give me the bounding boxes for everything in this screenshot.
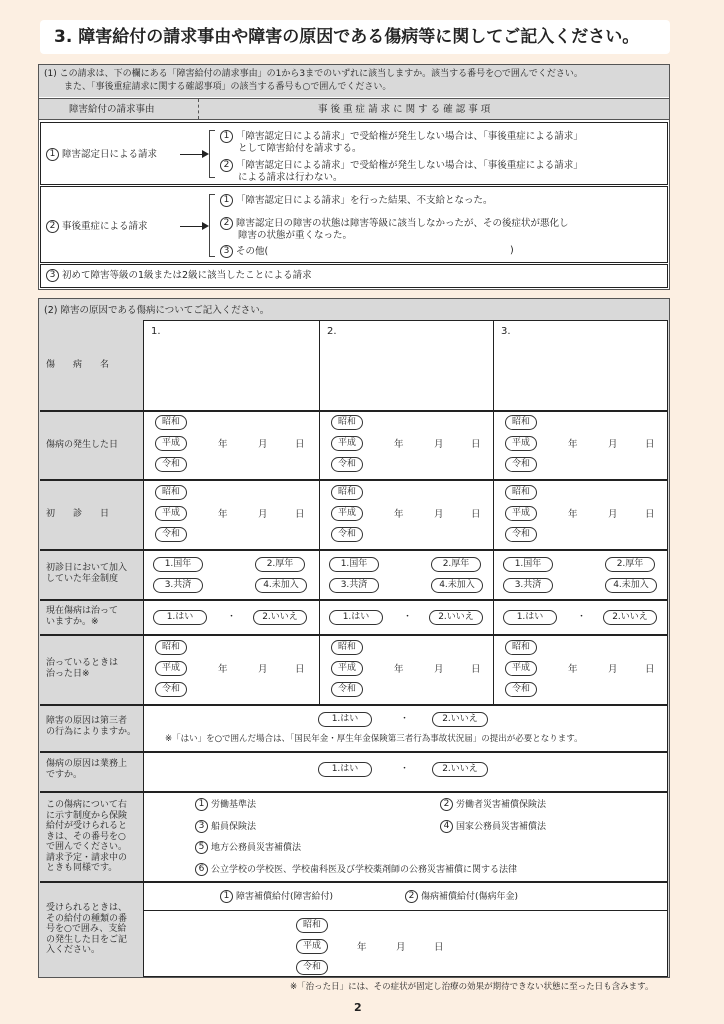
onset-date-3-ymd-2: 日 (645, 439, 655, 450)
pension-opt-kokunen-2[interactable]: 1.国年 (329, 557, 379, 572)
first-visit-3-era-1[interactable]: 平成 (505, 506, 537, 521)
col-number: 3. (501, 326, 511, 337)
row-divider (40, 599, 668, 601)
label-cured: いますか。※ (46, 616, 99, 627)
cured-date-2-era-2[interactable]: 令和 (331, 682, 363, 697)
benefit-system-number[interactable]: 4 (440, 820, 453, 833)
label-work-related: ですか。 (46, 769, 83, 780)
cured-date-1-ymd-2: 日 (295, 664, 305, 675)
cured-date-3-ymd-1: 月 (608, 664, 618, 675)
reason-1-option-1[interactable]: 1 「障害認定日による請求」で受給権が発生しない場合は、「事後重症による請求」 (220, 130, 583, 143)
benefit-system-2[interactable]: 2 労働者災害補償保険法 (440, 798, 546, 811)
work-related-yes[interactable]: 1.はい (318, 762, 372, 777)
row-divider (40, 549, 668, 551)
label-cured-date: 治った日※ (46, 668, 90, 679)
reason-3-label[interactable]: 3 初めて障害等級の1級または2級に該当したことによる請求 (46, 269, 312, 282)
onset-date-1-ymd-1: 月 (258, 439, 268, 450)
pension-opt-kounen-3[interactable]: 2.厚年 (605, 557, 655, 572)
onset-date-2-ymd-1: 月 (434, 439, 444, 450)
label-receiving-benefit: 入ください。 (46, 945, 101, 955)
pension-opt-kyosai-2[interactable]: 3.共済 (329, 578, 379, 593)
first-visit-1-ymd-0: 年 (218, 509, 228, 520)
benefit-system-3[interactable]: 3 船員保険法 (195, 820, 256, 833)
cured-date-1-era-0[interactable]: 昭和 (155, 640, 187, 655)
reason-1-option-2-cont: による請求は行わない。 (238, 172, 343, 183)
pension-opt-kokunen-1[interactable]: 1.国年 (153, 557, 203, 572)
cured-yes-2[interactable]: 1.はい (329, 610, 383, 625)
cured-date-3-ymd-2: 日 (645, 664, 655, 675)
onset-date-1-era-0[interactable]: 昭和 (155, 415, 187, 430)
benefit-type-number[interactable]: 2 (405, 890, 418, 903)
cured-no-1[interactable]: 2.いいえ (253, 610, 307, 625)
reason-2-option-2-cont: 障害の状態が重くなった。 (238, 230, 353, 241)
reason-1-label[interactable]: 1 障害認定日による請求 (46, 148, 157, 161)
footnote: ※「治った日」には、その症状が固定し治療の効果が期待できない状態に至った日も含みます。 (290, 982, 654, 992)
col-number: 1. (151, 326, 161, 337)
first-visit-2-era-1[interactable]: 平成 (331, 506, 363, 521)
cured-no-3[interactable]: 2.いいえ (603, 610, 657, 625)
section1-question-line1: (1) この請求は、下の欄にある「障害給付の請求事由」の1から3までのいずれに該当しますか。該当する番号を○で囲んでください。 (44, 69, 583, 79)
first-visit-3-ymd-2: 日 (645, 509, 655, 520)
first-visit-3-ymd-1: 月 (608, 509, 618, 520)
label-benefit-systems: ときも同様です。 (46, 863, 118, 873)
label-benefit-systems: 給付が受けられると (46, 821, 128, 831)
first-visit-2-ymd-1: 月 (434, 509, 444, 520)
label-receiving-benefit: の発生した日をご記 (46, 934, 128, 945)
onset-date-3-era-1[interactable]: 平成 (505, 436, 537, 451)
benefit-system-number[interactable]: 1 (195, 798, 208, 811)
col-divider (493, 320, 494, 704)
onset-date-3-era-2[interactable]: 令和 (505, 457, 537, 472)
cured-yes-1[interactable]: 1.はい (153, 610, 207, 625)
reason-2-option-1[interactable]: 1 「障害認定日による請求」を行った結果、不支給となった。 (220, 194, 493, 207)
benefit-system-5[interactable]: 5 地方公務員災害補償法 (195, 841, 301, 854)
row-divider (40, 751, 668, 753)
arrow-icon-head (202, 150, 209, 158)
benefit-system-number[interactable]: 2 (440, 798, 453, 811)
label-cured-date: 治っているときは (46, 658, 119, 668)
cured-date-3-ymd-0: 年 (568, 664, 578, 675)
pension-opt-kokunen-3[interactable]: 1.国年 (503, 557, 553, 572)
onset-date-2-era-0[interactable]: 昭和 (331, 415, 363, 430)
pension-opt-kyosai-1[interactable]: 3.共済 (153, 578, 203, 593)
row-divider (143, 910, 668, 911)
first-visit-2-ymd-2: 日 (471, 509, 481, 520)
reason-1-bracket (209, 130, 215, 178)
work-related-no[interactable]: 2.いいえ (432, 762, 488, 777)
label-work-related: 傷病の原因は業務上 (46, 759, 128, 769)
onset-date-1-ymd-2: 日 (295, 439, 305, 450)
pension-opt-none-3[interactable]: 4.未加入 (605, 578, 657, 593)
row-divider (40, 634, 668, 636)
arrow-icon-head (202, 222, 209, 230)
label-receiving-benefit: 号を○で囲み、支給 (46, 924, 127, 934)
header-confirm-items: 事 後 重 症 請 求 に 関 す る 確 認 事 項 (318, 104, 491, 115)
label-benefit-systems: きは、その番号を○ (46, 831, 126, 842)
benefit-type-2[interactable]: 2 傷病補償給付(傷病年金) (405, 890, 518, 903)
header-divider (198, 99, 199, 119)
label-third-party: の行為によりますか。 (46, 726, 137, 737)
label-benefit-systems: この傷病について右 (46, 800, 127, 810)
page-number: 2 (354, 1001, 362, 1014)
third-party-note: ※「はい」を○で囲んだ場合は、「国民年金・厚生年金保険第三者行為事故状況届」の提出が必要となります。 (165, 734, 583, 744)
cured-date-1-ymd-0: 年 (218, 664, 228, 675)
label-first-visit: 初 診 日 (46, 509, 110, 519)
benefit-system-1[interactable]: 1 労働基準法 (195, 798, 256, 811)
pension-opt-none-1[interactable]: 4.未加入 (255, 578, 307, 593)
benefit-date-ymd-1: 月 (396, 942, 406, 953)
cured-date-3-era-1[interactable]: 平成 (505, 661, 537, 676)
onset-date-2-ymd-2: 日 (471, 439, 481, 450)
label-receiving-benefit: その給付の種類の番 (46, 913, 128, 924)
onset-date-1-era-2[interactable]: 令和 (155, 457, 187, 472)
benefit-date-era-0[interactable]: 昭和 (296, 918, 328, 933)
cured-date-1-ymd-1: 月 (258, 664, 268, 675)
label-third-party: 障害の原因は第三者 (46, 716, 128, 726)
section1-question-line2: また、「事後重症請求に関する確認事項」の該当する番号も○で囲んでください。 (64, 82, 392, 92)
reason-2-bracket (209, 194, 215, 257)
dot: ・ (403, 612, 413, 622)
cured-date-2-era-1[interactable]: 平成 (331, 661, 363, 676)
cured-date-2-era-0[interactable]: 昭和 (331, 640, 363, 655)
label-benefit-systems: 請求予定・請求中の (46, 852, 128, 863)
label-benefit-systems: で囲んでください。 (46, 842, 128, 852)
dot: ・ (577, 612, 587, 622)
label-benefit-systems: に示す制度から保険 (46, 810, 128, 821)
first-visit-3-ymd-0: 年 (568, 509, 578, 520)
first-visit-3-era-2[interactable]: 令和 (505, 527, 537, 542)
cured-date-1-era-1[interactable]: 平成 (155, 661, 187, 676)
reason-2-number[interactable]: 2 (46, 220, 59, 233)
onset-date-3-ymd-0: 年 (568, 439, 578, 450)
header-claim-reason: 障害給付の請求事由 (69, 104, 155, 115)
label-pension-system: していた年金制度 (46, 573, 119, 584)
onset-date-3-ymd-1: 月 (608, 439, 618, 450)
cured-date-3-era-2[interactable]: 令和 (505, 682, 537, 697)
reason-2-label[interactable]: 2 事後重症による請求 (46, 220, 148, 233)
first-visit-1-era-2[interactable]: 令和 (155, 527, 187, 542)
first-visit-1-ymd-1: 月 (258, 509, 268, 520)
cured-date-2-ymd-1: 月 (434, 664, 444, 675)
onset-date-2-era-2[interactable]: 令和 (331, 457, 363, 472)
reason-2-option-3[interactable]: 3 その他( (220, 245, 268, 258)
onset-date-3-era-0[interactable]: 昭和 (505, 415, 537, 430)
first-visit-1-era-0[interactable]: 昭和 (155, 485, 187, 500)
first-visit-2-ymd-0: 年 (394, 509, 404, 520)
benefit-type-1[interactable]: 1 障害補償給付(障害給付) (220, 890, 333, 903)
benefit-type-number[interactable]: 1 (220, 890, 233, 903)
third-party-no[interactable]: 2.いいえ (432, 712, 488, 727)
row-divider (40, 704, 668, 706)
benefit-date-ymd-0: 年 (357, 942, 367, 953)
onset-date-1-ymd-0: 年 (218, 439, 228, 450)
label-receiving-benefit: 受けられるときは、 (46, 903, 128, 913)
page-title: 3. 障害給付の請求事由や障害の原因である傷病等に関してご記入ください。 (40, 20, 670, 54)
label-disease-name: 傷 病 名 (46, 360, 110, 370)
benefit-date-era-1[interactable]: 平成 (296, 939, 328, 954)
pension-opt-kounen-2[interactable]: 2.厚年 (431, 557, 481, 572)
reason-2-option-2[interactable]: 2 障害認定日の障害の状態は障害等級に該当しなかったが、その後症状が悪化し (220, 217, 569, 230)
first-visit-3-era-0[interactable]: 昭和 (505, 485, 537, 500)
cured-yes-3[interactable]: 1.はい (503, 610, 557, 625)
reason-3-number[interactable]: 3 (46, 269, 59, 282)
cured-no-2[interactable]: 2.いいえ (429, 610, 483, 625)
benefit-system-6[interactable]: 6 公立学校の学校医、学校歯科医及び学校薬剤師の公務災害補償に関する法律 (195, 863, 517, 876)
label-cured: 現在傷病は治って (46, 606, 119, 616)
reason-1-option-1-cont: として障害給付を請求する。 (238, 143, 362, 154)
row-divider (40, 479, 668, 481)
table-data-area (143, 320, 668, 977)
section2-header: (2) 障害の原因である傷病についてご記入ください。 (44, 305, 270, 316)
benefit-system-number[interactable]: 5 (195, 841, 208, 854)
dot: ・ (400, 764, 410, 774)
cured-date-1-era-2[interactable]: 令和 (155, 682, 187, 697)
pension-opt-none-2[interactable]: 4.未加入 (431, 578, 483, 593)
col-number: 2. (327, 326, 337, 337)
row-divider (40, 791, 668, 793)
onset-date-2-ymd-0: 年 (394, 439, 404, 450)
dot: ・ (400, 714, 410, 724)
cured-date-3-era-0[interactable]: 昭和 (505, 640, 537, 655)
first-visit-1-ymd-2: 日 (295, 509, 305, 520)
benefit-system-number[interactable]: 3 (195, 820, 208, 833)
first-visit-2-era-2[interactable]: 令和 (331, 527, 363, 542)
label-onset-date: 傷病の発生した日 (46, 440, 119, 450)
row-divider (40, 410, 668, 412)
benefit-system-4[interactable]: 4 国家公務員災害補償法 (440, 820, 546, 833)
pension-opt-kounen-1[interactable]: 2.厚年 (255, 557, 305, 572)
onset-date-2-era-1[interactable]: 平成 (331, 436, 363, 451)
third-party-yes[interactable]: 1.はい (318, 712, 372, 727)
benefit-date-ymd-2: 日 (434, 942, 444, 953)
first-visit-1-era-1[interactable]: 平成 (155, 506, 187, 521)
onset-date-1-era-1[interactable]: 平成 (155, 436, 187, 451)
benefit-system-number[interactable]: 6 (195, 863, 208, 876)
cured-date-2-ymd-2: 日 (471, 664, 481, 675)
reason-2-other-close: ) (510, 245, 514, 256)
cured-date-2-ymd-0: 年 (394, 664, 404, 675)
benefit-date-era-2[interactable]: 令和 (296, 960, 328, 975)
first-visit-2-era-0[interactable]: 昭和 (331, 485, 363, 500)
reason-1-number[interactable]: 1 (46, 148, 59, 161)
reason-1-option-2[interactable]: 2 「障害認定日による請求」で受給権が発生しない場合は、「事後重症による請求」 (220, 159, 583, 172)
label-pension-system: 初診日において加入 (46, 563, 128, 573)
row-divider (40, 881, 668, 883)
dot: ・ (227, 612, 237, 622)
pension-opt-kyosai-3[interactable]: 3.共済 (503, 578, 553, 593)
col-divider (319, 320, 320, 704)
